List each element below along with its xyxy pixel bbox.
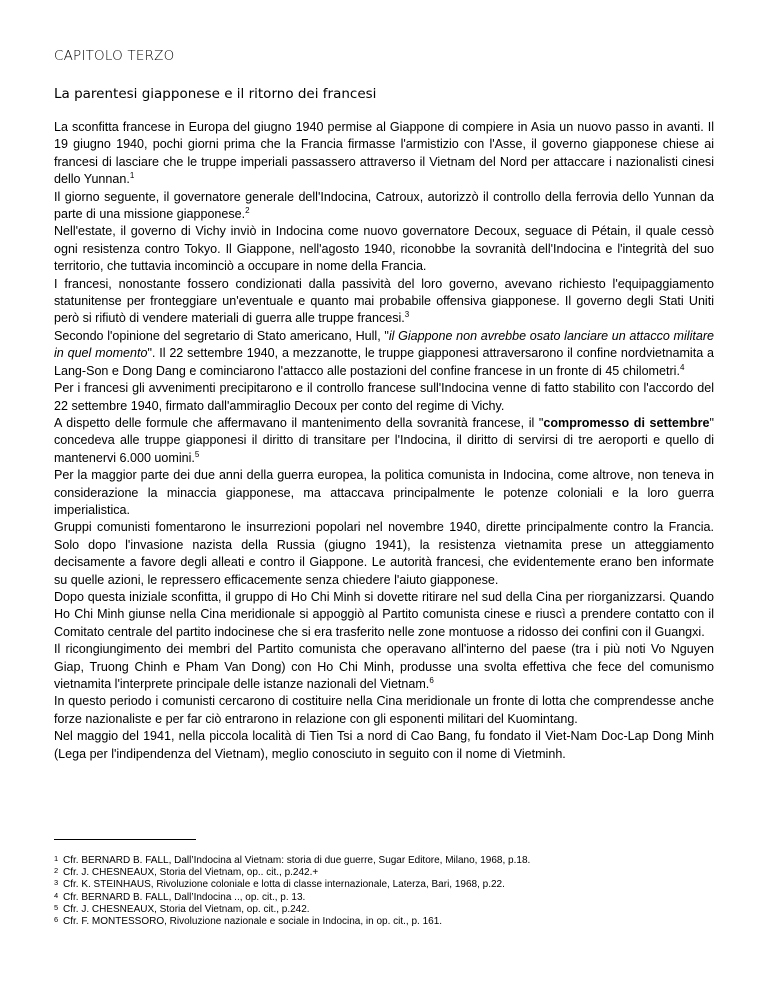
footnote xyxy=(54,904,714,916)
footnote-number: 1 xyxy=(54,854,59,863)
footnote xyxy=(54,855,714,867)
paragraph xyxy=(54,589,714,641)
paragraph xyxy=(54,467,714,519)
paragraph xyxy=(54,328,714,380)
chapter-heading: CAPITOLO TERZO xyxy=(54,48,175,64)
paragraph-text: ". Il 22 settembre 1940, a mezzanotte, le truppe giapponesi attraversarono il confine nordvietnamita a Lang-Son e Dong Dang e cominciarono l'attacco alle postazioni del confine francese in un fronte di 45 chilometri. xyxy=(54,346,714,378)
paragraph xyxy=(54,693,714,728)
paragraph-text: Gruppi comunisti fomentarono le insurrezioni popolari nel novembre 1940, dirette principalmente contro la Francia. Solo dopo l'invasione nazista della Russia (giugno 1941), la resistenza vietnamita prese un atteggiamento decisamente a favore degli alleati e contro il Giappone. Le autorità francesi, che evidentemente erano ben informate su quelle azioni, le repressero efficacemente senza chiedere l'aiuto giapponese. xyxy=(54,520,714,587)
footnote-text: Cfr. F. MONTESSORO, Rivoluzione nazionale e sociale in Indocina, in op. cit., p. 161. xyxy=(63,916,443,928)
footnote-ref: 4 xyxy=(679,362,685,372)
footnote-number: 5 xyxy=(54,902,59,912)
paragraph-text: compromesso di settembre xyxy=(543,415,710,430)
footnote-text: Cfr. BERNARD B. FALL, Dall’Indocina .., op. cit., p. 13. xyxy=(63,891,306,903)
paragraph-text: " concedeva alle truppe giapponesi il diritto di transitare per l'Indocina, il diritto di servirsi di tre aeroporti e quello di mantenervi 6.000 uomini. xyxy=(54,415,714,465)
footnote-text: Cfr. J. CHESNEAUX, Storia del Vietnam, op. cit., p.242. xyxy=(63,903,310,915)
footnotes xyxy=(54,855,714,928)
paragraph-text: Per la maggior parte dei due anni della guerra europea, la politica comunista in Indocina, come altrove, non teneva in considerazione la minaccia giapponese, ma attaccava principalmente le potenze coloniali e la loro guerra imperialistica. xyxy=(54,468,714,517)
paragraph-text: il Giappone non avrebbe osato lanciare un attacco militare in quel momento xyxy=(54,328,714,361)
paragraph xyxy=(54,415,714,467)
paragraph xyxy=(54,519,714,589)
paragraph-text: Nel maggio del 1941, nella piccola località di Tien Tsi a nord di Cao Bang, fu fondato il Viet-Nam Doc-Lap Dong Minh (Lega per l'indipendenza del Vietnam), meglio conosciuto in seguito con il nome di Vietminh. xyxy=(54,729,714,761)
footnote-number: 2 xyxy=(54,866,59,876)
footnote-text: Cfr. K. STEINHAUS, Rivoluzione coloniale e lotta di classe internazionale, Laterza, Bari, 1968, p.22. xyxy=(63,879,505,891)
footnote xyxy=(54,867,714,879)
footnote-number: 4 xyxy=(54,890,59,900)
footnote xyxy=(54,892,714,904)
footnote-ref: 5 xyxy=(194,449,200,459)
paragraph-text: I francesi, nonostante fossero condizionati dalla passività del loro governo, avevano richiesto l'equipaggiamento statunitense per fronteggiare un'eventuale e quanto mai probabile offensiva giapponese. Il governo degli Stati Uniti però si rifiutò di vendere materiali di guerra alle truppe francesi. xyxy=(54,276,714,326)
paragraph xyxy=(54,189,714,224)
paragraph xyxy=(54,276,714,328)
paragraph-text: Dopo questa iniziale sconfitta, il gruppo di Ho Chi Minh si dovette ritirare nel sud della Cina per riorganizzarsi. Quando Ho Chi Minh giunse nella Cina meridionale si appoggiò al Partito comunista cinese e riuscì a prendere contatto con il Comitato centrale del partito indocinese che si era trasferito nelle zone montuose a ridosso dei confini con il Guangxi. xyxy=(54,589,714,639)
footnote-number: 6 xyxy=(54,915,59,925)
body-text xyxy=(54,119,714,763)
paragraph xyxy=(54,223,714,275)
footnote-ref: 1 xyxy=(129,171,135,181)
paragraph-text: La sconfitta francese in Europa del giugno 1940 permise al Giappone di compiere in Asia un nuovo passo in avanti. Il 19 giugno 1940, pochi giorni prima che la Francia firmasse l'armistizio con l'Asse, il governo giapponese chiese ai francesi di lasciare che le truppe imperiali passassero attraverso il Vietnam del Nord per attaccare i nazionalisti cinesi dello Yunnan. xyxy=(54,120,714,187)
section-title: La parentesi giapponese e il ritorno dei francesi xyxy=(54,86,377,102)
paragraph-text: Nell'estate, il governo di Vichy inviò in Indocina come nuovo governatore Decoux, seguace di Pétain, il quale cessò ogni resistenza contro Tokyo. Il Giappone, nell'agosto 1940, riconobbe la sovranità dell'Indocina e l'integrità del suo territorio, che tuttavia incominciò a occupare in nome della Francia. xyxy=(54,224,714,274)
footnote xyxy=(54,879,714,891)
paragraph-text: Per i francesi gli avvenimenti precipitarono e il controllo francese sull'Indocina venne di fatto stabilito con l'accordo del 22 settembre 1940, firmato dall'ammiraglio Decoux per conto del regime di Vichy. xyxy=(54,381,714,413)
paragraph xyxy=(54,119,714,189)
footnote-ref: 6 xyxy=(429,676,434,685)
footnote-ref: 3 xyxy=(404,310,410,320)
paragraph-text: A dispetto delle formule che affermavano il mantenimento della sovranità francese, il " xyxy=(54,415,544,430)
footnote-text: Cfr. J. CHESNEAUX, Storia del Vietnam, op.. cit., p.242.+ xyxy=(63,867,319,879)
paragraph-text: Il ricongiungimento dei membri del Partito comunista che operavano all'interno del paese (tra i più noti Vo Nguyen Giap, Truong Chinh e Pham Van Dong) con Ho Chi Minh, produsse una svolta effettiva che fece del comunismo vietnamita l'interprete principale delle istanze nazionali del Vietnam. xyxy=(54,642,714,691)
footnote-separator xyxy=(54,839,196,840)
paragraph xyxy=(54,728,714,763)
footnote-text: Cfr. BERNARD B. FALL, Dall’Indocina al Vietnam: storia di due guerre, Sugar Editore, Milano, 1968, p.18. xyxy=(63,855,531,866)
footnote-ref: 2 xyxy=(245,206,250,216)
footnote xyxy=(54,916,714,928)
footnote-number: 3 xyxy=(54,878,59,888)
paragraph xyxy=(54,641,714,693)
paragraph-text: In questo periodo i comunisti cercarono di costituire nella Cina meridionale un fronte di lotta che comprendesse anche forze nazionaliste e per far ciò entrarono in relazione con gli esponenti militari del Kuomintang. xyxy=(54,694,714,726)
paragraph xyxy=(54,380,714,415)
paragraph-text: Il giorno seguente, il governatore generale dell'Indocina, Catroux, autorizzò il controllo della ferrovia dello Yunnan da parte di una missione giapponese. xyxy=(54,189,714,222)
paragraph-text: Secondo l'opinione del segretario di Stato americano, Hull, " xyxy=(54,328,389,343)
